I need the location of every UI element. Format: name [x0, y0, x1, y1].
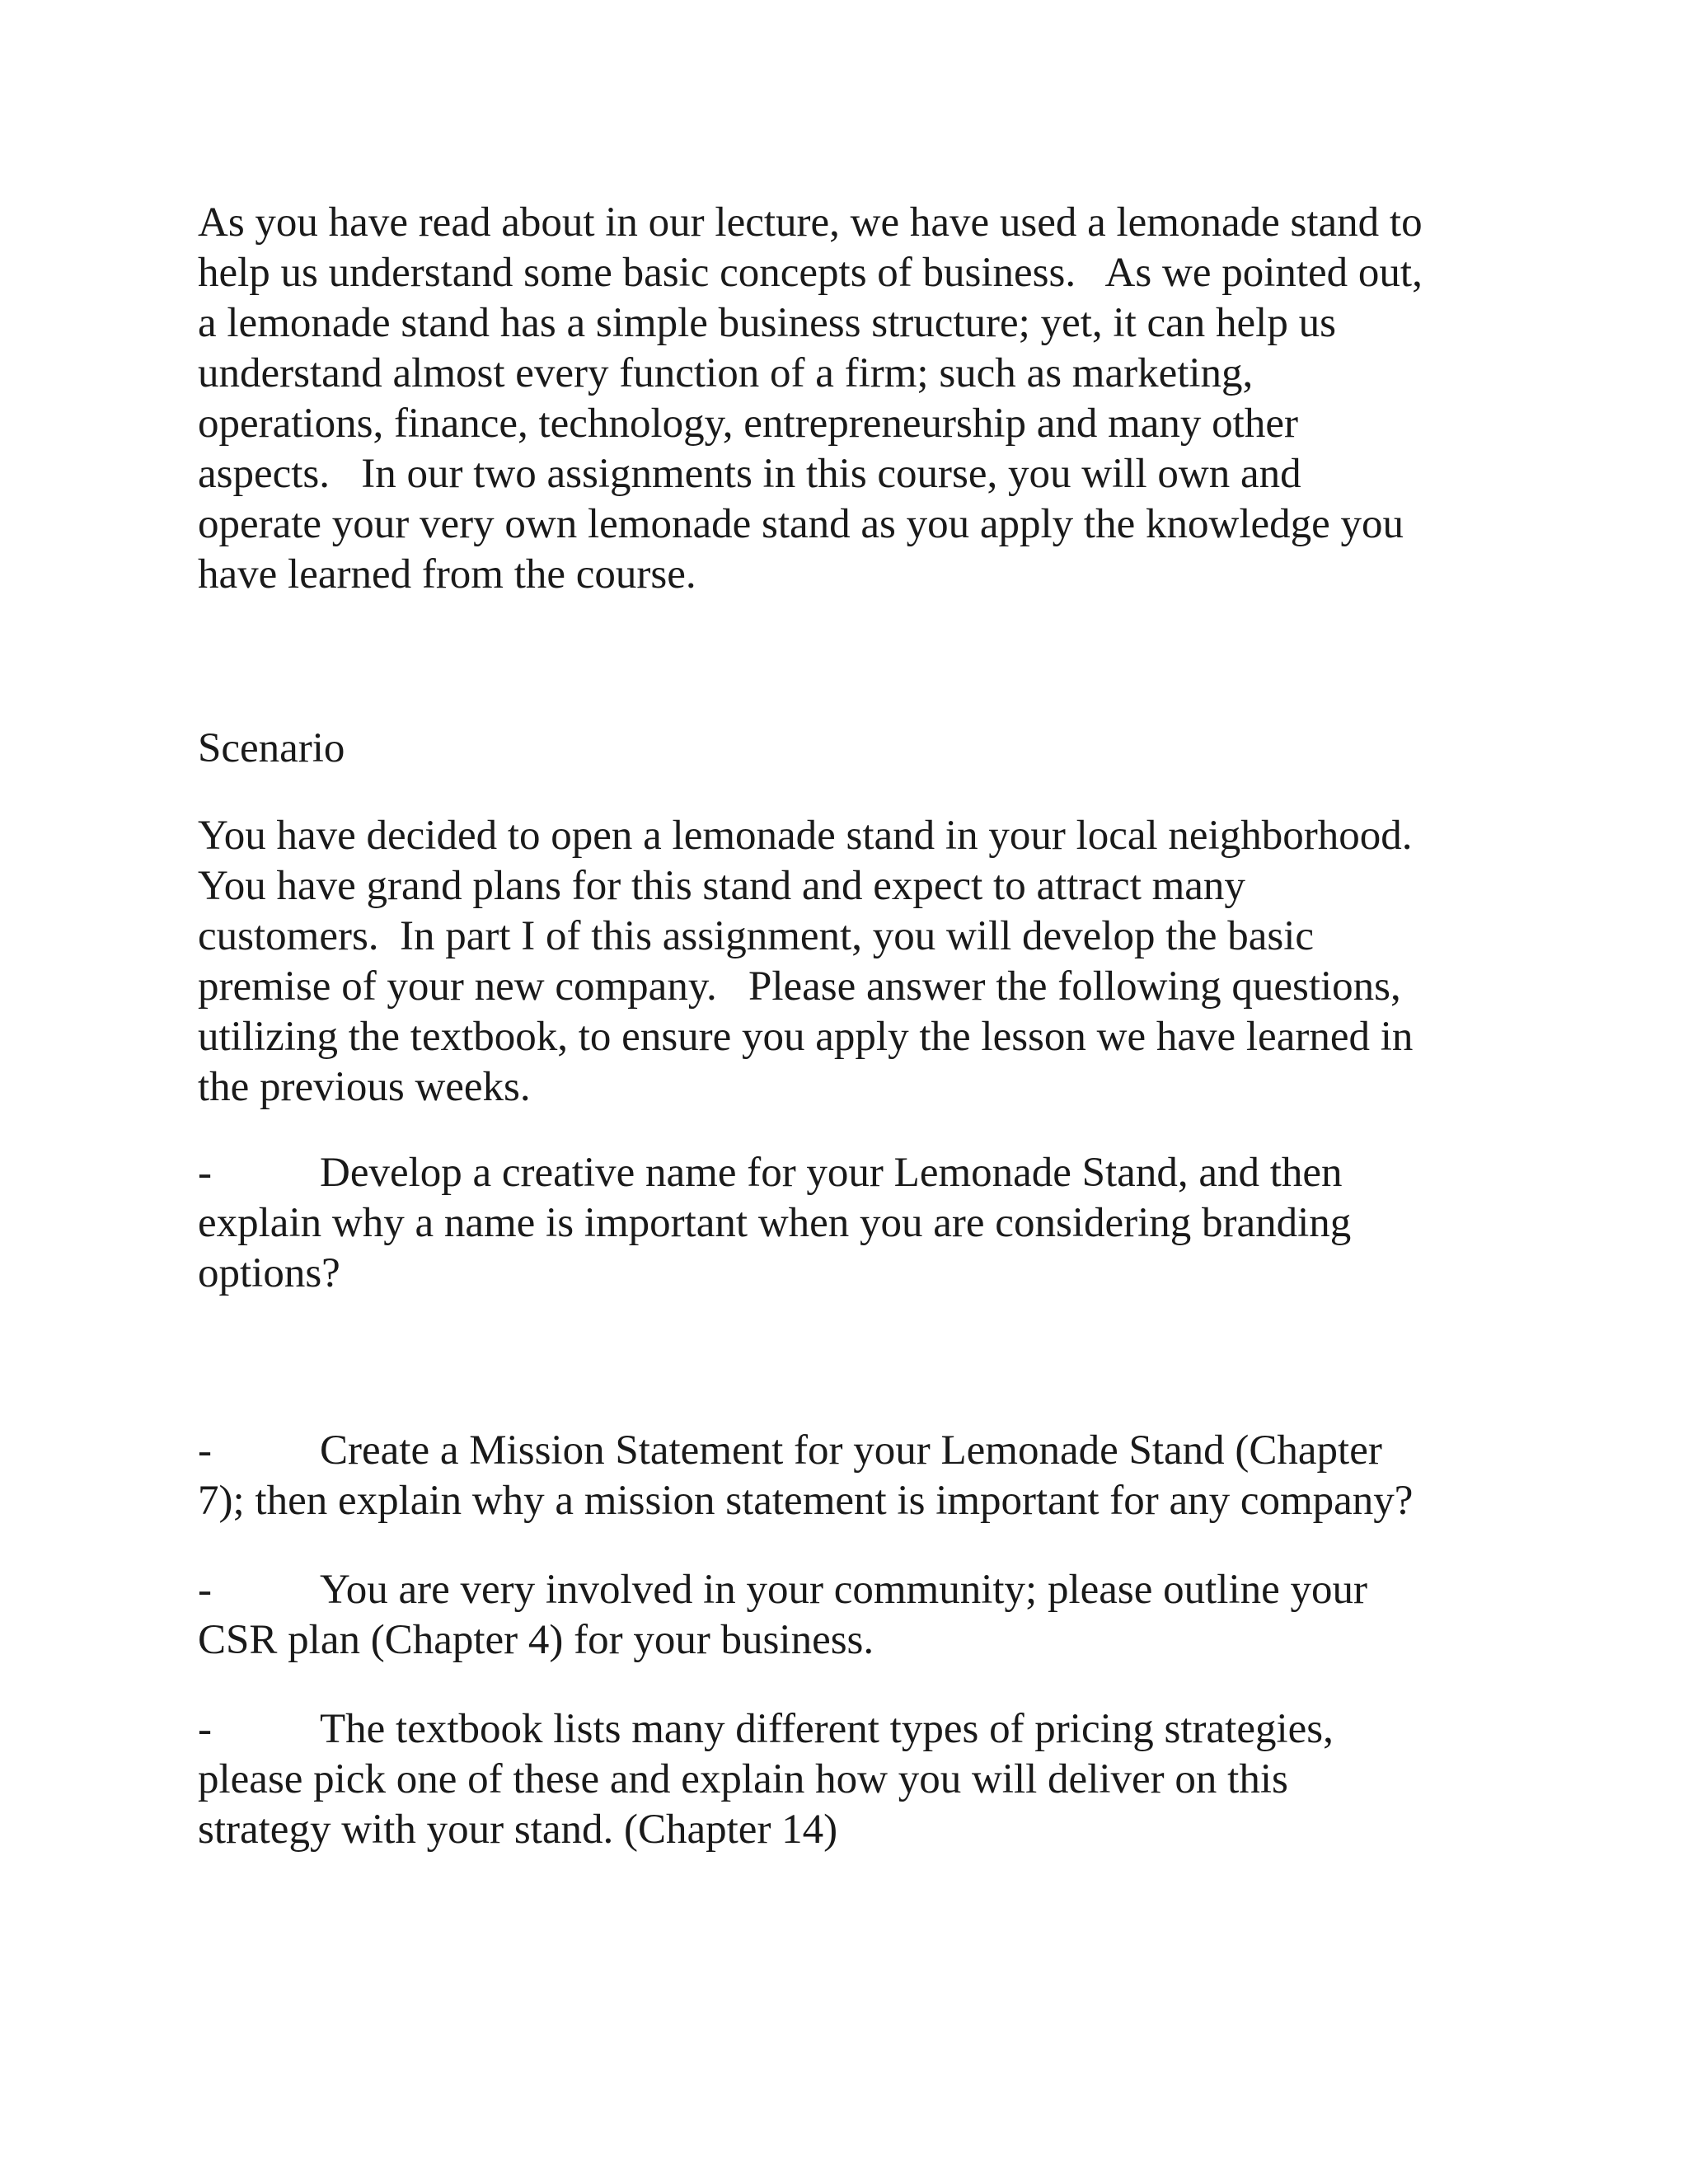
question-text-first-line: Develop a creative name for your Lemonade Stand, and then: [320, 1150, 1343, 1196]
scenario-line: You have grand plans for this stand and expect to attract many: [198, 863, 1245, 909]
question-text-first-line: Create a Mission Statement for your Lemonade Stand (Chapter: [320, 1427, 1382, 1474]
question-text-line: CSR plan (Chapter 4) for your business.: [198, 1617, 874, 1663]
question-text-line: explain why a name is important when you are considering branding: [198, 1200, 1352, 1246]
question-text-line: please pick one of these and explain how you will deliver on this: [198, 1756, 1288, 1802]
question-text-first-line: You are very involved in your community; please outline your: [320, 1567, 1368, 1613]
question-bullet-marker: -: [198, 1427, 212, 1474]
scenario-line: utilizing the textbook, to ensure you apply the lesson we have learned in: [198, 1014, 1414, 1060]
question-text-line: strategy with your stand. (Chapter 14): [198, 1807, 838, 1853]
scenario-line: the previous weeks.: [198, 1064, 531, 1110]
scenario-line: You have decided to open a lemonade stand in your local neighborhood.: [198, 813, 1413, 859]
scenario-heading: Scenario: [198, 725, 345, 771]
intro-line: As you have read about in our lecture, we have used a lemonade stand to: [198, 199, 1423, 246]
scenario-line: customers. In part I of this assignment, you will develop the basic: [198, 913, 1315, 959]
intro-line: a lemonade stand has a simple business structure; yet, it can help us: [198, 300, 1336, 346]
intro-line: have learned from the course.: [198, 551, 696, 598]
intro-line: aspects. In our two assignments in this course, you will own and: [198, 451, 1301, 497]
intro-line: operate your very own lemonade stand as you apply the knowledge you: [198, 501, 1404, 547]
question-text-line: options?: [198, 1250, 340, 1296]
question-bullet-marker: -: [198, 1567, 212, 1613]
question-bullet-marker: -: [198, 1706, 212, 1752]
scenario-line: premise of your new company. Please answer the following questions,: [198, 963, 1401, 1010]
intro-line: help us understand some basic concepts of business. As we pointed out,: [198, 250, 1423, 296]
question-text-first-line: The textbook lists many different types of pricing strategies,: [320, 1706, 1334, 1752]
intro-line: understand almost every function of a firm; such as marketing,: [198, 350, 1254, 396]
question-bullet-marker: -: [198, 1150, 212, 1196]
intro-line: operations, finance, technology, entrepreneurship and many other: [198, 401, 1298, 447]
question-text-line: 7); then explain why a mission statement is important for any company?: [198, 1478, 1414, 1524]
